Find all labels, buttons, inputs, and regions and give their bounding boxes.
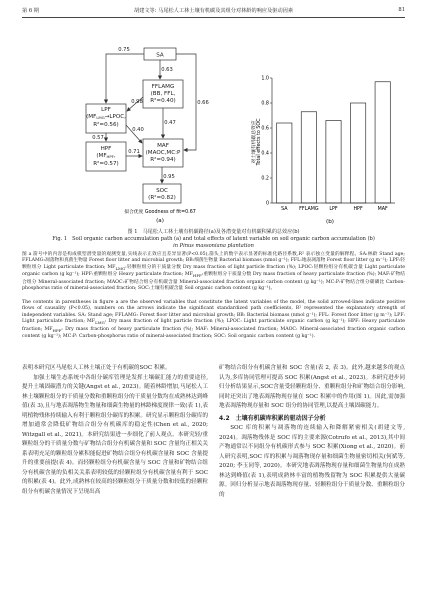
figure-note-cn: 图 a 箭号中的内容是构成模型潜变量的观测变量,实线表示正效应且差异显著(P<0.05),箭头上的数字表示显著的标准化路径系数,R² 表示独立变量的解释程。SA:林龄 Stand age; FFLAMG:凋落物和真菌生物量 Forest floor litter and microbial growth; BB:细菌生物量 Bacterial biomass (nmol g⁻¹); FFL:地表凋落物 Forest floor litter (g m⁻²); LPF:轻颗粒组分 Light particulate fraction; $MF_{LMG}$:轻颗粒组分的干质量分数 Dry mass fraction of light particle fraction (%); LPOC:轻颗粒组分有机碳含量 Light particulate organic carbon (g kg⁻¹); HPF:重颗粒组分 Heavy particulate fraction; $MF_{HPF}$:重颗粒组分干质量分数 Dry mass fraction of heavy particulate fraction (%); MAF:矿物结合组分 Mineral-associated fraction; MAOC:矿物结合组分有机碳含量 Mineral-associated fraction organic carbon content (g kg⁻¹); MC:P:矿物结合组分碳磷比 Carbon-phosphorus ratio of mineral-associated fraction; SOC:土壤有机碳含量 Soil organic carbon content (g kg⁻¹)。: [22, 252, 405, 291]
right-paragraph-2: SOC 库的积累与凋落物的连续输入和降解紧密相关(胡建文等, 2024)。凋落物残体是 SOC 库的主要来源(Cotrufo et al., 2013),其中间产物通常以不同组分有机碳形式参与 SOC 积累(Xiong et al., 2020)。前人研究表明,SOC 库的积累与凋落物现存量和细菌生物量密切相关(何斌等, 2020; 李玉同等, 2020)。本研究地表凋落物现存量和细菌生物量均在成熟林达到峰值(表 1),表明成熟林丰富的植物残留物为 SOC 积累提供大量碳源。回归分析显示地表凋落物现存量、轻颗粒组分干质量分数、重颗粒组分的: [219, 425, 405, 498]
x-tick-label-fflamg: FFLAMG: [299, 207, 319, 212]
coef-sa-lpf: 0.75: [118, 47, 130, 53]
section-heading: 4.2 土壤有机碳库积累的驱动因子分析: [219, 414, 326, 422]
x-tick-label-hpf: HPF: [353, 207, 363, 212]
total-effects-chart: [250, 56, 400, 226]
right-column: [219, 364, 405, 500]
y-tick-label: 0.4: [261, 151, 269, 157]
figure-caption-en: Fig. 1 Soil organic carbon accumulation path (a) and total effects of latent variable on soil organic carbon accumulation (b): [52, 236, 375, 242]
left-column: [22, 364, 208, 497]
x-tick-label-sa: SA: [281, 207, 288, 212]
figure-caption-cn: 图 1 马尾松人工林土壤有机碳路径(a)及各潜变量对有机碳积累的总效应(b): [127, 229, 300, 235]
y-tick-label: 0.8: [261, 101, 269, 107]
page-number: 81: [398, 7, 405, 13]
bar-maf: [375, 82, 390, 203]
issue-number: 第 6 期: [22, 8, 39, 14]
arrow-sa-lpf: [106, 54, 144, 103]
panel-a-label: (a): [156, 218, 164, 224]
node-fflamg-line3: R²=0.40): [150, 98, 176, 104]
bar-sa: [277, 123, 292, 203]
x-tick-label-maf: MAF: [377, 207, 388, 212]
node-fflamg-line1: FFLAMG: [151, 84, 175, 90]
coef-sa-fflamg: 0.63: [161, 67, 173, 73]
coef-fflamg-maf: 0.47: [164, 120, 176, 126]
coef-fflamg-lpf: 0.98: [131, 99, 143, 105]
y-axis-label-en: Total effects to SOC: [257, 118, 262, 166]
node-hpf-line1: HPF: [100, 146, 112, 152]
node-soc-line1: SOC: [156, 188, 168, 194]
node-lpf-line1: LPF: [101, 107, 111, 113]
coef-hpf-maf: 0.71: [128, 149, 140, 155]
running-title: 胡建文等: 马尾松人工林土壤有机碳及其组分对林龄的响应及驱动因素: [133, 8, 294, 14]
x-tick-label-lpf: LPF: [329, 207, 338, 212]
node-maf-line3: R²=0.94): [150, 157, 176, 163]
y-axis-label-cn: 对土壤有机碳总效应: [252, 120, 257, 164]
bar-hpf: [350, 103, 365, 203]
coef-maf-soc: 0.95: [163, 174, 175, 180]
node-maf-line2: (MAOC,MC:P: [145, 150, 181, 156]
y-tick-label: 0.6: [261, 126, 269, 132]
figure-caption-en-2: in Pinus massoniana plantation: [173, 243, 254, 249]
node-soc-line2: (R²=0.82): [148, 195, 176, 201]
coef-lpf-hpf: 0.57: [92, 135, 104, 141]
node-hpf-line3: R²=0.57): [93, 161, 119, 167]
node-sa-label: SA: [156, 52, 164, 59]
right-paragraph-1: 矿物结合组分有机碳含量和 SOC 含量(表 2, 表 3)。此外,越来越多的观点认为,多库协同管理可提高 SOC 积累(Angst et al., 2023)。本研究进步同归分析结果显示,SOC含量受轻颗粒组分、重颗粒组分和矿物结合组分影响,同时还突出了地表凋落物现存量在 SOC 积累中的作用(图 1)。因此,需加强地表凋落物现存量和 SOC 组分的协同管理,以提高土壤固碳能力。: [219, 365, 405, 409]
node-fflamg-line2: (BB, FFL,: [150, 91, 176, 97]
bar-fflamg: [301, 112, 316, 203]
panel-b-label: (b): [326, 219, 334, 225]
goodness-of-fit: 拟合优度 Goodness of fit=0.67: [124, 210, 196, 215]
coef-lpf-maf: 0.40: [132, 127, 144, 133]
left-paragraph-2: 加强土壤生态系统中各组分碳库管理是发挥土壤碳汇能力的重要途径,提升土壤固碳潜力的关键(Angst et al., 2023)。随着林龄增加,马尾松人工林土壤颗粒组分的干质量分数和重颗粒组分的干质量分数均在成熟林达到峰值(表 3),且与地表凋落物生物量和细菌生物量的林龄梯度规律一致(表 1),表明植物残体持续输入有利于颗粒组分碳库的积累。研究显示颗粒组分碳库的增加通常会降低矿物结合组分有机碳库的稳定性(Chen et al., 2020; Witzgall et al., 2021)。本研究结果进一步细化了前人观点。本研究轻/重颗粒组分的干质量分数与矿物结合组分有机碳含量和 SOC 含量均正相关关系表明充足的颗粒组分累积能促进矿物结合组分有机碳含量和 SOC 含量提升的重要前提(表 4)。而轻颗粒组分有机碳含量与 SOC 含量和矿物结合组分有机碳含量的负相关关系表明较低的轻颗粒组分有机碳含量有利于 SOC 的积累(表 4)。此外,成熟林在较高的轻颗粒组分干质量分数和较低的轻颗粒组分有机碳含量情况下呈现出高: [22, 374, 208, 495]
y-tick-label: 0: [265, 201, 269, 207]
node-hpf-line2: ($MF_{HPF}$,: [96, 153, 116, 160]
figure-note-en: The contents in parentheses in figure a are the observed variables that constitute the latent variables of the model, the solid arrowed-lines indicate positive flows of causality (P<0.05), numbers on the arrows indicate the significant standardized path coefficients, R² represented the explanatory strength of independent variables. SA: Stand age; FFLAMG: Forest floor litter and microbial growth; BB: Bacterial biomass (nmol g⁻¹); FFL: Forest floor litter (g m⁻²); LPF: Light particulate fraction; $MF_{LMG}$: Dry mass fraction of light particle fraction (%); LPOC: Light particulate organic carbon (g kg⁻¹); HPF: Heavy particulate fraction; $MF_{HPF}$: Dry mass fraction of heavy particulate fraction (%); MAF: Mineral-associated fraction; MAOC: Mineral-associated fraction organic carbon content (g kg⁻¹); MC:P: Carbon-phosphorus ratio of mineral-associated fraction; SOC: Soil organic carbon content (g kg⁻¹).: [22, 300, 405, 339]
coef-sa-maf: 0.66: [197, 100, 209, 106]
y-tick-label: 0.2: [261, 176, 269, 182]
node-maf-line1: MAF: [157, 143, 169, 149]
bar-lpf: [326, 121, 341, 204]
y-tick-label: 1.0: [261, 76, 269, 82]
node-lpf-line2: ($MF_{LMG}\to LPOC$,: [86, 114, 126, 121]
left-paragraph-1: 表明本研究区马尾松人工林土壤正处于有机碳的SOC 积累。: [22, 365, 171, 371]
node-lpf-line3: R²=0.56): [93, 122, 119, 128]
